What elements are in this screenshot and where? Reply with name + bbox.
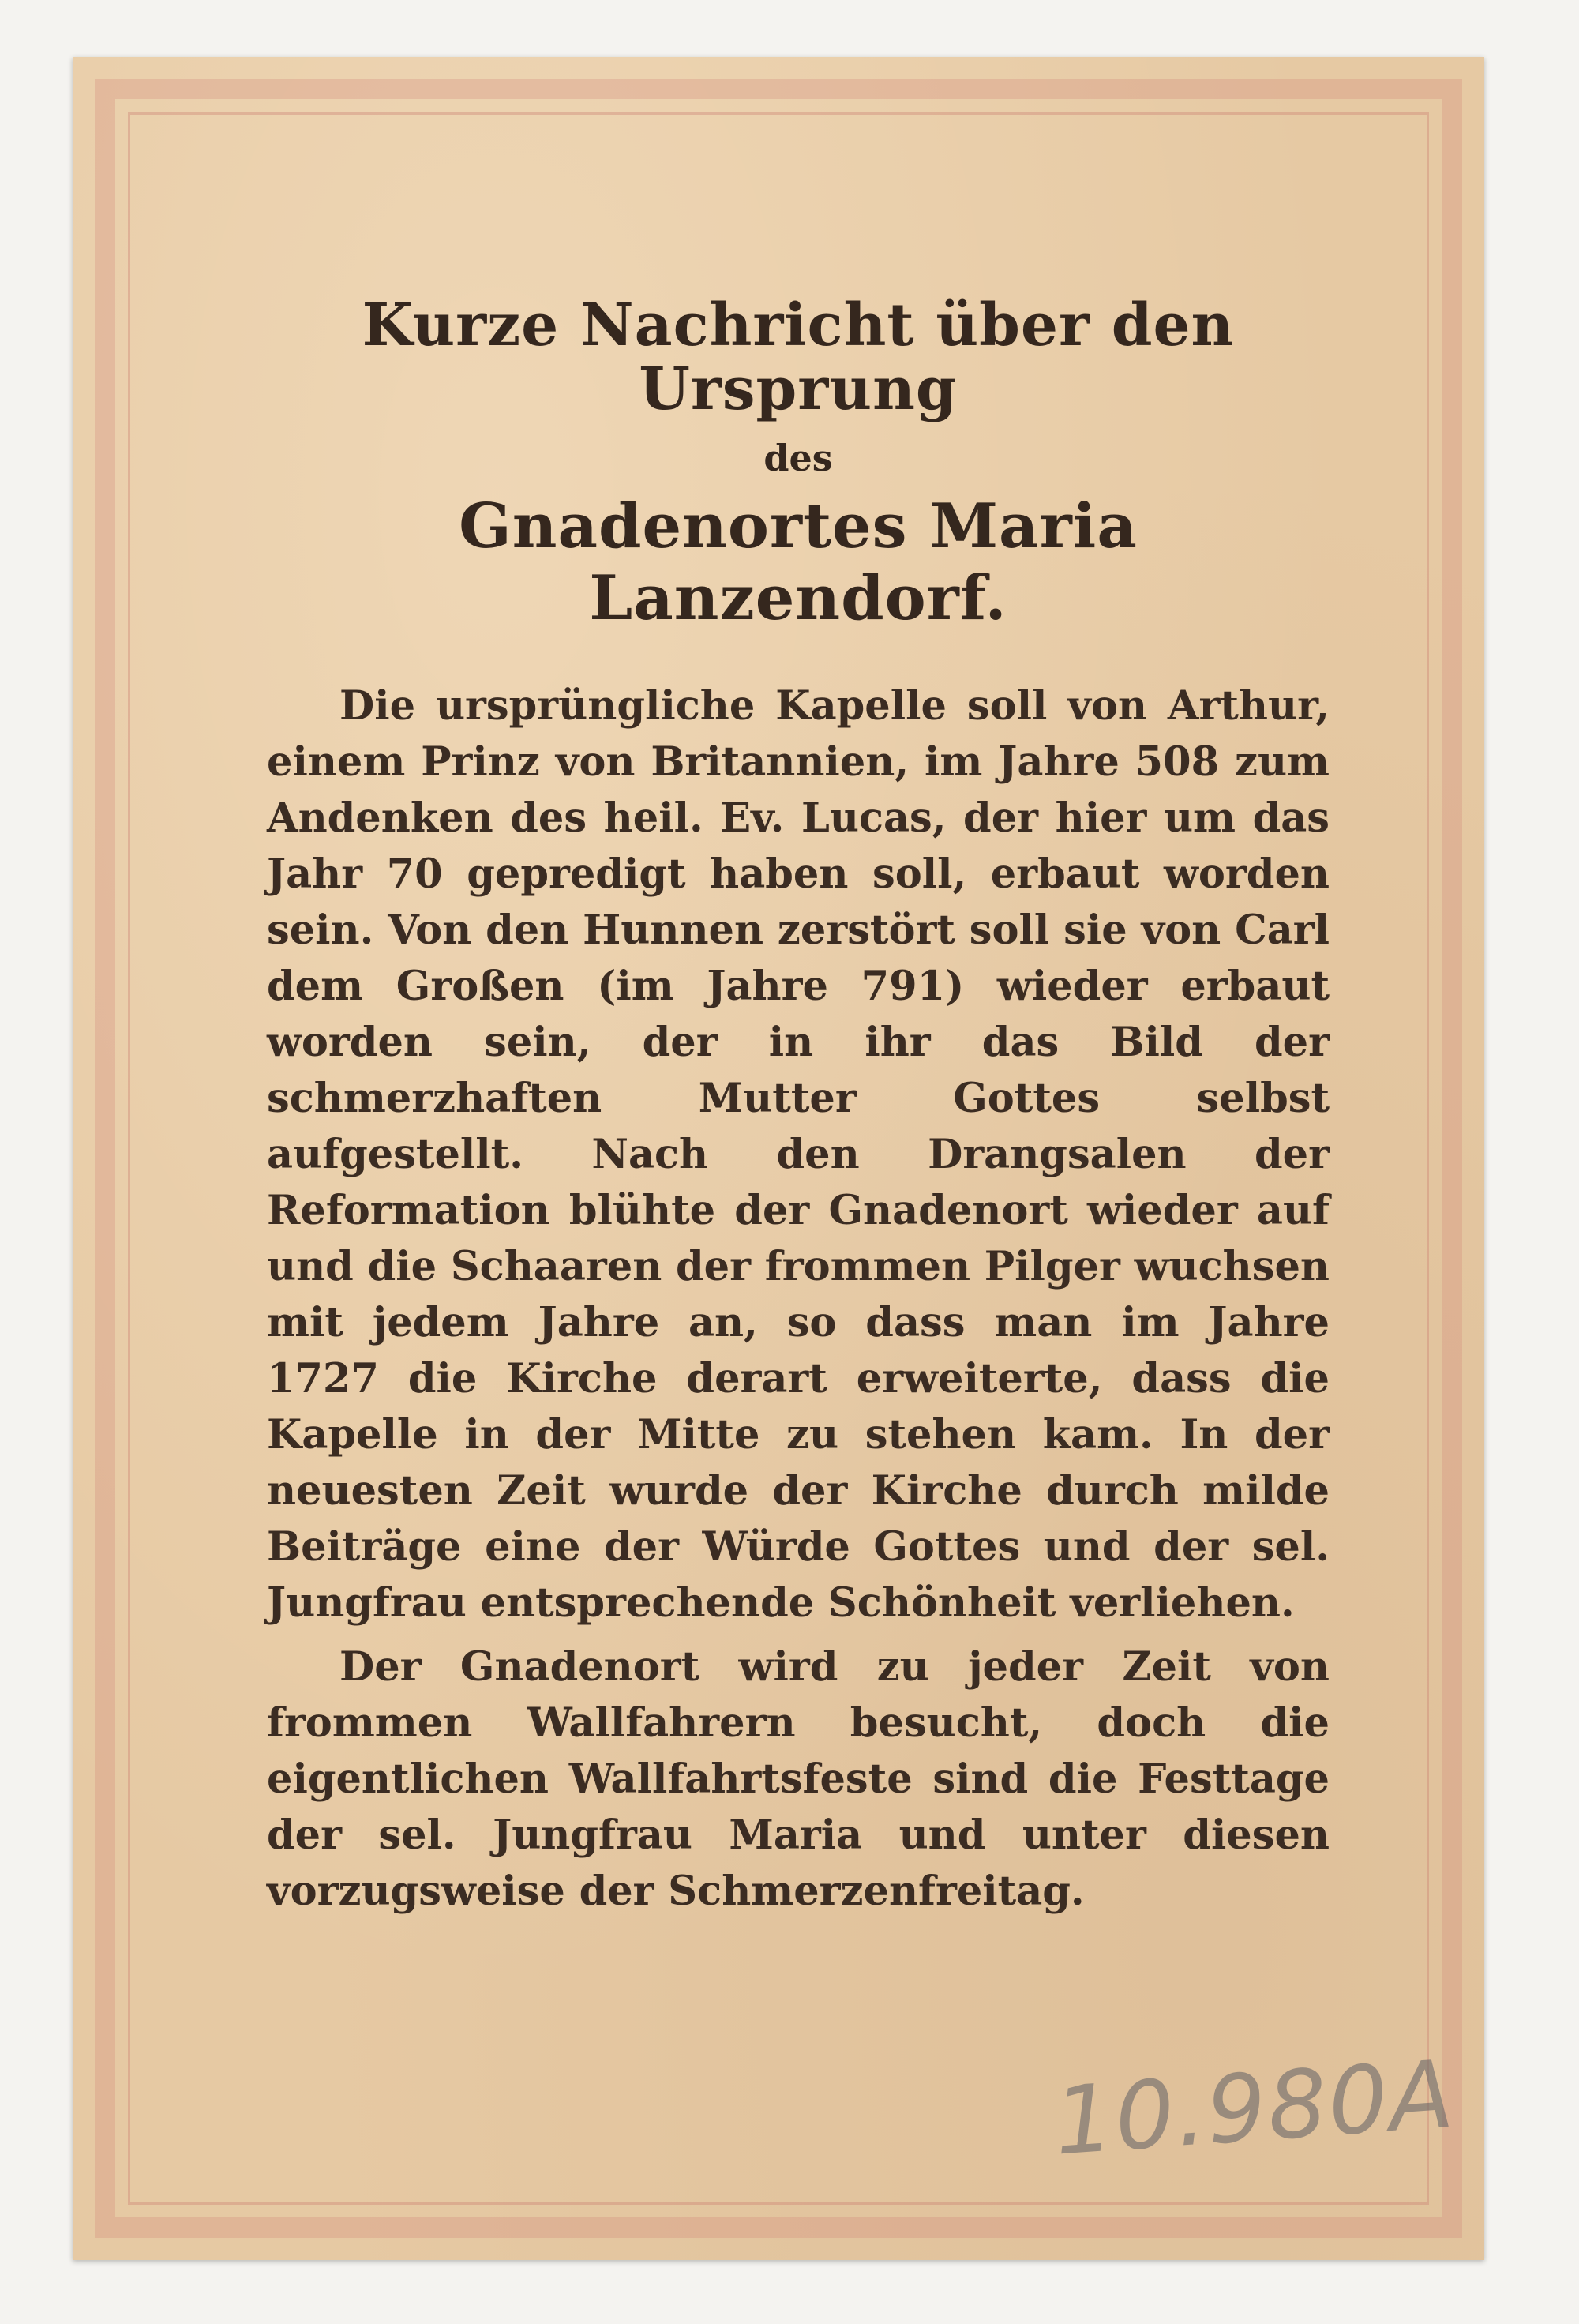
card-content	[267, 291, 1330, 1920]
devotional-card	[73, 57, 1484, 2260]
handwritten-inventory-number: 10.980A	[1050, 2039, 1458, 2176]
title-line-3: Gnadenortes Maria Lanzendorf.	[459, 490, 1138, 634]
paragraph-2: Der Gnadenort wird zu jeder Zeit von frommen Wallfahrern besucht, doch die eigentlichen Wallfahrtsfeste sind die Festtage der sel. Jungfrau Maria und unter diesen vorzugsweise der Schmerzenfreitag.	[267, 1643, 1330, 1915]
title-line-1: Kurze Nachricht über den Ursprung	[362, 291, 1235, 424]
paragraph-1: Die ursprüngliche Kapelle soll von Arthur, einem Prinz von Britannien, im Jahre 508 zum Andenken des heil. Ev. Lucas, der hier um das Jahr 70 gepredigt haben soll, erbaut worden sein. Von den Hunnen zerstört soll sie von Carl dem Großen (im Jahre 791) wieder erbaut worden sein, der in ihr das Bild der schmerzhaften Mutter Gottes selbst aufgestellt. Nach den Drangsalen der Reformation blühte der Gnadenort wieder auf und die Schaaren der frommen Pilger wuchsen mit jedem Jahre an, so dass man im Jahre 1727 die Kirche derart erweiterte, dass die Kapelle in der Mitte zu stehen kam. In der neuesten Zeit wurde der Kirche durch milde Beiträge eine der Würde Gottes und der sel. Jungfrau entsprechende Schönheit verliehen.	[267, 681, 1330, 1627]
title-line-2: des	[763, 436, 833, 479]
